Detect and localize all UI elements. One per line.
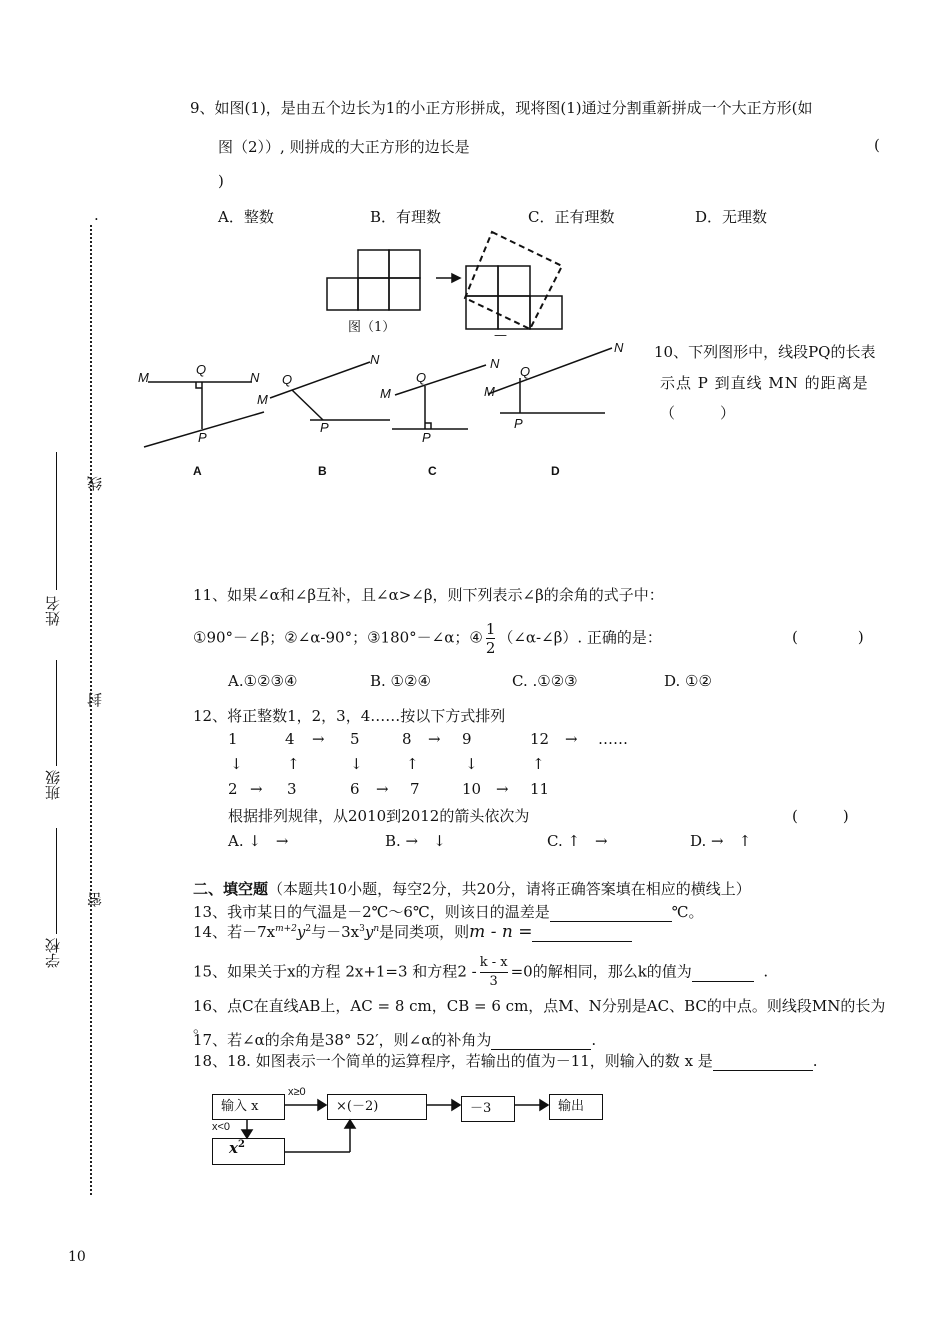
q12-line1: 12、将正整数1，2，3，4……按以下方式排列 [193, 707, 506, 725]
q11-line1: 11、如果∠α和∠β互补，且∠α>∠β，则下列表示∠β的余角的式子中： [193, 586, 664, 604]
fig-d-label-p: P [514, 416, 523, 431]
q11-paren: ( ) [792, 628, 864, 646]
fig-c-label-p: P [422, 430, 431, 445]
section2-heading: 二、填空题 [193, 880, 269, 898]
fig-a-label-n: N [250, 370, 260, 385]
q12-r1-arrow3: → [565, 730, 578, 748]
flow-cond-lt: x<0 [212, 1121, 231, 1133]
q14-sup1: m+2 [275, 924, 297, 934]
q12-r1-1: 1 [228, 730, 238, 748]
q12-r3-10: 10 [462, 780, 482, 798]
q14-part-f: m - n = [469, 922, 533, 942]
q11-option-c: C. .①②③ [512, 672, 578, 690]
q15-part-a: 15、如果关于x的方程 2x+1=3 和方程 [193, 962, 458, 981]
name-label: 姓名 [44, 596, 62, 626]
q12-option-b: B. → ↓ [385, 832, 446, 850]
fig-d-label-q: Q [520, 364, 531, 379]
binding-dot: . [94, 206, 99, 224]
q12-r1-ellipsis: …… [598, 730, 628, 748]
fig-d-label-m: M [484, 384, 495, 399]
fig-b-label-p: P [320, 420, 329, 435]
class-label: 班级 [44, 770, 62, 800]
q10-line2: 示点 P 到直线 MN 的距离是 [660, 374, 869, 392]
flow-minus-box: －3 [461, 1096, 515, 1122]
fig-b-label-q: Q [282, 372, 293, 387]
q12-r1-4: 4 [285, 730, 295, 748]
q15-end: . [763, 962, 769, 981]
q16-line1: 16、点C在直线AB上，AC = 8 cm，CB = 6 cm，点M、N分别是AC、BC的中点。则线段MN的长为 [193, 997, 886, 1015]
fig-c-caption: C [428, 464, 437, 478]
q10-line3: （ ） [660, 404, 736, 422]
fig-c-label-n: N [490, 356, 500, 371]
q12-r3-arrow3: → [496, 780, 509, 798]
q11-option-b: B. ①②④ [370, 672, 431, 690]
fig-a-caption: A [193, 464, 202, 478]
q15-frac-den: 3 [489, 974, 498, 989]
q12-r3-7: 7 [410, 780, 420, 798]
q9-option-b: B．有理数 [370, 208, 442, 226]
q9-option-a: A．整数 [218, 208, 274, 226]
flow-input-box: 输入 x [212, 1094, 285, 1120]
binding-label-secret: 密 [86, 892, 104, 907]
fig-d-caption: D [551, 464, 560, 478]
fig-c-label-q: Q [416, 370, 427, 385]
q12-r3-11: 11 [530, 780, 550, 798]
flow-square-box [212, 1138, 285, 1165]
flow-square-base: x [229, 1139, 238, 1157]
q9-paren-close: ) [218, 172, 224, 190]
section2-note: （本题共10小题，每空2分，共20分，请将正确答案填在相应的横线上） [268, 880, 751, 898]
q15-frac-num: k - x [480, 954, 508, 973]
q14-sup2: 2 [305, 924, 312, 934]
binding-label-line: 线 [86, 476, 104, 491]
q12-option-d: D. → ↑ [690, 832, 752, 850]
q14-sup4: n [373, 924, 380, 934]
q12-r3-6: 6 [350, 780, 360, 798]
fig-a-label-m: M [138, 370, 149, 385]
q16-line2: 。 [193, 1018, 209, 1036]
fig-a-label-q: Q [196, 362, 207, 377]
q12-r3-3: 3 [287, 780, 297, 798]
q12-r1-9: 9 [462, 730, 472, 748]
fig-b-label-n: N [370, 352, 380, 367]
q11-option-d: D. ①② [664, 672, 712, 690]
fig-a-label-p: P [198, 430, 207, 445]
flow-cond-ge: x≥0 [288, 1086, 306, 1098]
q12-r1-8: 8 [402, 730, 412, 748]
q14-part-a: 14、若－7x [193, 923, 276, 941]
q12-option-a: A. ↓ → [228, 832, 289, 850]
q13-text: 13、我市某日的气温是－2℃～6℃，则该日的温差是 [193, 903, 550, 921]
q12-paren: ( ) [792, 807, 849, 825]
q14-part-c: 与－3x [311, 923, 360, 941]
q12-r2-down3: ↓ [465, 755, 478, 773]
q12-r2-down2: ↓ [350, 755, 363, 773]
page-number: 10 [68, 1249, 86, 1265]
fig-b-caption: B [318, 464, 327, 478]
q18-end: . [812, 1052, 818, 1070]
q14-sup3: 3 [359, 924, 365, 934]
q14-part-b: y [296, 923, 306, 941]
q10-line1: 10、下列图形中，线段PQ的长表 [654, 343, 876, 361]
q9-line1: 9、如图(1)，是由五个边长为1的小正方形拼成，现将图(1)通过分割重新拼成一个大正方形(如 [190, 99, 813, 117]
q12-r2-up1: ↑ [287, 755, 300, 773]
q12-r2-up3: ↑ [532, 755, 545, 773]
school-label: 学校 [44, 938, 62, 968]
flow-square-exp: 2 [237, 1139, 245, 1150]
q9-option-c: C．正有理数 [528, 208, 615, 226]
q11-option-a: A.①②③④ [228, 672, 298, 690]
fig-b-label-m: M [257, 392, 268, 407]
q11-frac-num: 1 [485, 620, 496, 638]
q12-r1-5: 5 [350, 730, 360, 748]
q18-text: 18、18. 如图表示一个简单的运算程序，若输出的值为－11，则输入的数 x 是 [193, 1052, 713, 1070]
q12-r3-2: 2 [228, 780, 238, 798]
q12-r1-arrow1: → [312, 730, 325, 748]
q9-option-d: D．无理数 [695, 208, 768, 226]
fig-c-label-m: M [380, 386, 391, 401]
q15-part-c: =0的解相同，那么k的值为 [510, 962, 692, 981]
q15-part-b: 2 - [457, 962, 477, 981]
binding-label-seal: 封 [86, 692, 104, 707]
q11-line2-start: ①90°－∠β；②∠α-90°；③180°－∠α；④ [193, 628, 483, 647]
fig-d-label-n: N [614, 340, 624, 355]
q17-text: 17、若∠α的余角是38° 52′，则∠α的补角为 [193, 1031, 492, 1049]
q9-figure2-caption: — [494, 328, 507, 343]
q12-option-c: C. ↑ → [547, 832, 608, 850]
flow-times-box: ×(－2) [327, 1094, 427, 1120]
q12-r2-down1: ↓ [230, 755, 243, 773]
q12-r1-12: 12 [530, 730, 550, 748]
q12-r2-up2: ↑ [406, 755, 419, 773]
flow-output-box: 输出 [549, 1094, 603, 1120]
q12-r3-arrow1: → [250, 780, 263, 798]
q13-unit: ℃。 [671, 903, 704, 921]
q12-r1-arrow2: → [428, 730, 441, 748]
q9-paren-open: ( [874, 136, 880, 154]
q14-part-d: y [364, 923, 374, 941]
q9-line2: 图（2））, 则拼成的大正方形的边长是 [218, 138, 470, 156]
q11-line2-end: （∠α-∠β）. 正确的是： [498, 628, 662, 647]
q11-frac-den: 2 [485, 639, 496, 657]
q12-r3-arrow2: → [376, 780, 389, 798]
q14-part-e: 是同类项，则 [379, 923, 470, 941]
q12-rule: 根据排列规律，从2010到2012的箭头依次为 [228, 807, 530, 825]
q17-end: . [591, 1031, 597, 1049]
q9-figure1-caption: 图（1） [348, 320, 396, 335]
